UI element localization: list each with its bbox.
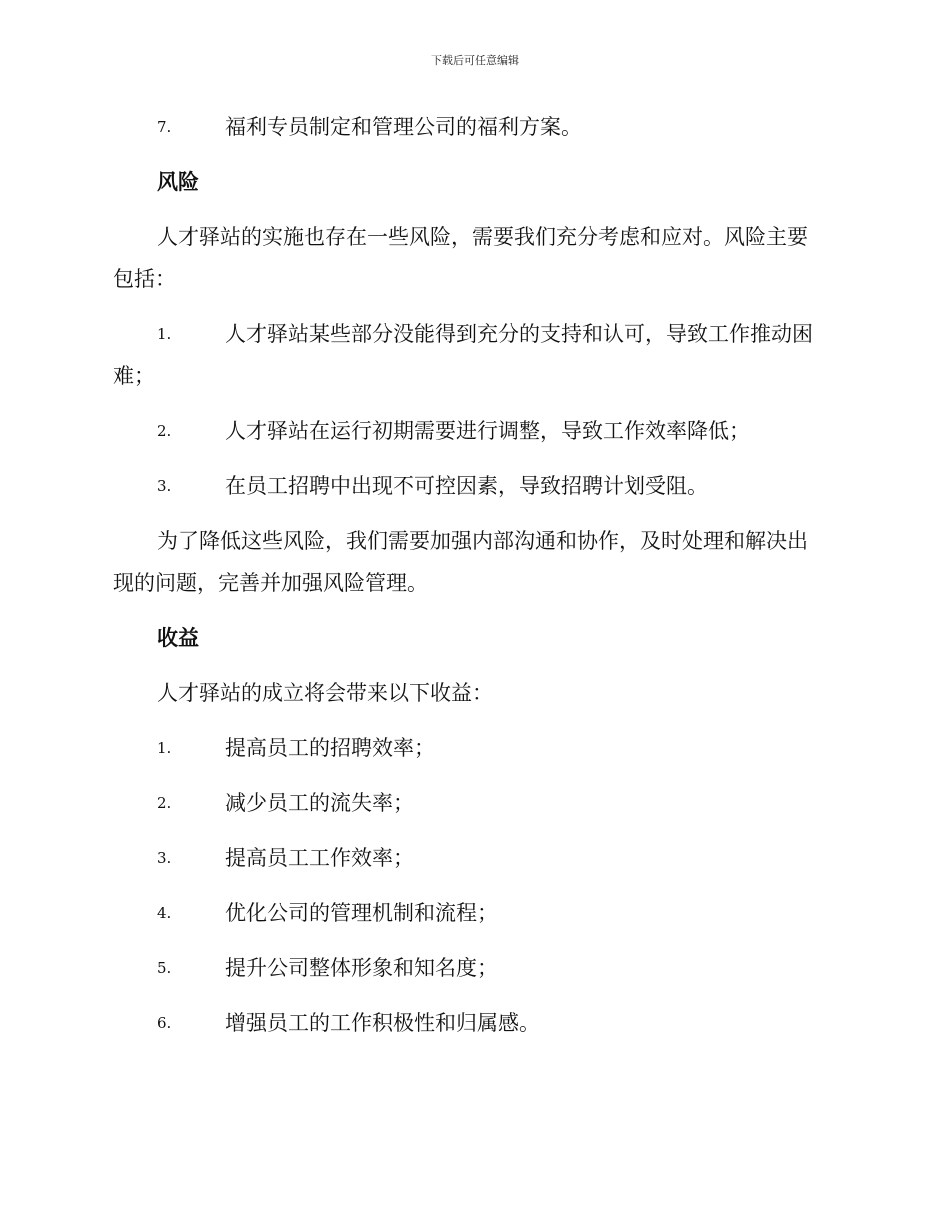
list-item-text: 提升公司整体形象和知名度； [225,956,498,980]
list-item-number: 1. [157,739,172,757]
list-item-number: 3. [157,849,172,867]
list-item-number: 5. [157,959,172,977]
paragraph-line: 为了降低这些风险，我们需要加强内部沟通和协作，及时处理和解决出 [157,529,808,553]
list-item-number: 1. [157,325,172,343]
list-item-text: 提高员工的招聘效率； [225,736,435,760]
list-item-text: 增强员工的工作积极性和归属感。 [225,1011,540,1035]
list-item-number: 2. [157,794,172,812]
list-item-number: 3. [157,477,172,495]
paragraph-line: 包括： [113,267,176,291]
list-item-number: 6. [157,1014,172,1032]
list-item-text: 提高员工工作效率； [225,846,414,870]
paragraph-line: 现的问题，完善并加强风险管理。 [113,571,428,595]
list-item-text: 在员工招聘中出现不可控因素，导致招聘计划受阻。 [225,474,708,498]
list-item-number: 2. [157,422,172,440]
paragraph-line: 人才驿站的实施也存在一些风险，需要我们充分考虑和应对。风险主要 [157,225,808,249]
list-item-number: 4. [157,904,172,922]
list-item-text: 人才驿站某些部分没能得到充分的支持和认可，导致工作推动困 [225,322,813,346]
section-heading-risk: 风险 [157,170,199,194]
section-heading-benefit: 收益 [157,626,199,650]
list-item-text: 减少员工的流失率； [225,791,414,815]
list-item-text-continued: 难； [113,364,155,388]
list-item-number: 7. [157,118,172,136]
list-item-text: 福利专员制定和管理公司的福利方案。 [225,115,582,139]
paragraph-line: 人才驿站的成立将会带来以下收益： [157,681,493,705]
list-item-text: 人才驿站在运行初期需要进行调整，导致工作效率降低； [225,419,750,443]
list-item-text: 优化公司的管理机制和流程； [225,901,498,925]
page-header: 下载后可任意编辑 [431,54,519,67]
